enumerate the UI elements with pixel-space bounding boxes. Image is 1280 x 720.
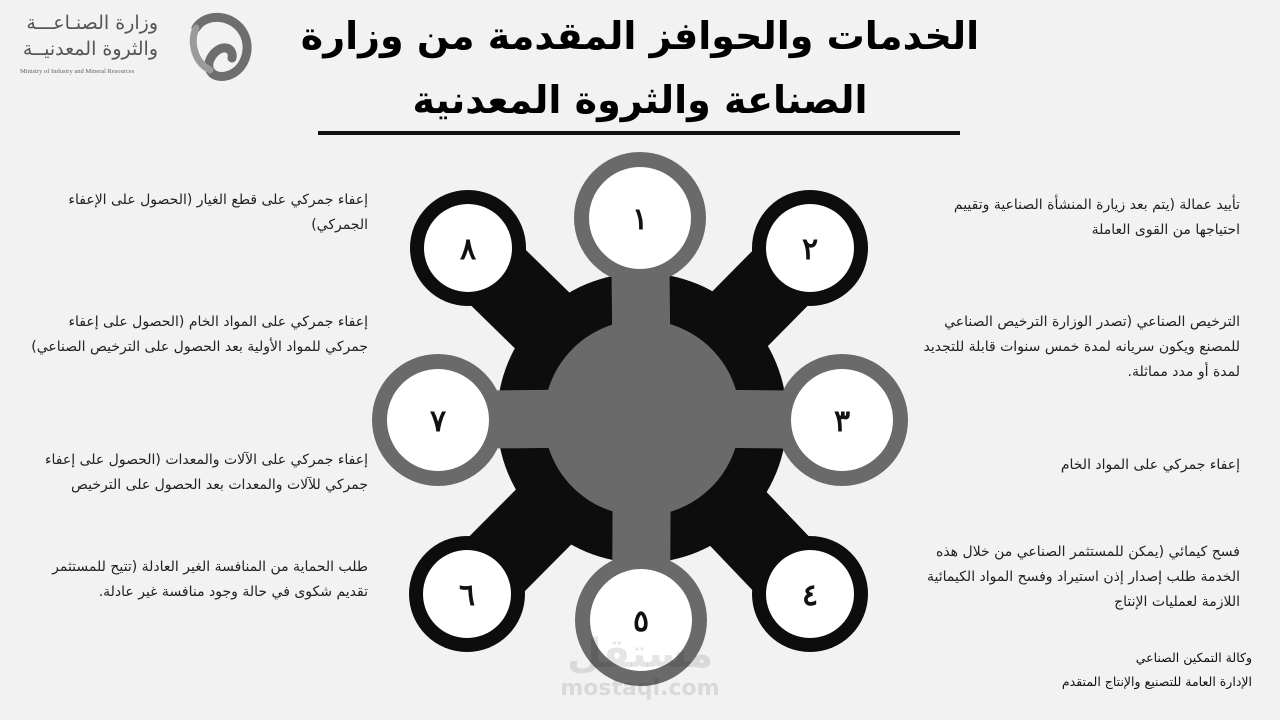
service-node-number-2: ٢	[801, 232, 819, 267]
service-node-2	[752, 190, 868, 306]
service-description-6: طلب الحماية من المنافسة الغير العادلة (تتيح للمستثمر تقديم شكوى في حالة وجود منافسة غير عادلة.	[52, 559, 368, 600]
service-description-7: إعفاء جمركي على المواد الخام (الحصول على إعفاء جمركي للمواد الأولية بعد الحصول على الترخيص الصناعي)	[31, 314, 368, 355]
service-node-4	[752, 536, 868, 652]
page-title-line1: الخدمات والحوافز المقدمة من وزارة	[300, 14, 980, 58]
service-description-1: تأييد عمالة (يتم بعد زيارة المنشأة الصناعية وتقييم احتياجها من القوى العاملة	[953, 197, 1240, 238]
footer	[990, 646, 1252, 694]
service-description-3: إعفاء جمركي على المواد الخام	[1060, 457, 1240, 473]
footer-agency: وكالة التمكين الصناعي	[1135, 650, 1252, 665]
service-description-7b: إعفاء جمركي على الآلات والمعدات (الحصول على إعفاء جمركي للآلات والمعدات بعد الحصول على الترخيص	[44, 452, 368, 493]
service-description-8: إعفاء جمركي على قطع الغيار (الحصول على الإعفاء الجمركي)	[68, 192, 368, 233]
service-node-3	[776, 354, 908, 486]
service-node-number-8: ٨	[459, 232, 477, 267]
watermark	[560, 632, 720, 702]
service-node-number-1: ١	[631, 202, 649, 237]
hub-core	[544, 320, 740, 516]
service-node-number-5: ٥	[632, 604, 650, 639]
footer-department: الإدارة العامة للتصنيع والإنتاج المتقدم	[1061, 674, 1252, 689]
watermark-arabic: مستقل	[566, 631, 714, 677]
service-node-number-7: ٧	[429, 404, 447, 439]
service-node-number-6: ٦	[458, 578, 476, 613]
logo-english-name: Ministry of Industry and Mineral Resources	[20, 68, 135, 75]
watermark-latin: mostaql.com	[560, 676, 720, 701]
service-node-6	[409, 536, 525, 652]
service-node-8	[410, 190, 526, 306]
service-node-7	[372, 354, 504, 486]
logo-arabic-line1: وزارة الصنـاعـــة	[26, 12, 158, 34]
service-node-number-3: ٣	[833, 404, 851, 439]
service-node-1	[574, 152, 706, 284]
service-description-4: فسح كيمائي (يمكن للمستثمر الصناعي من خلال هذه الخدمة طلب إصدار إذن استيراد وفسح المواد الكيمائية اللازمة لعمليات الإنتاج	[926, 544, 1240, 610]
logo-arabic-line2: والثروة المعدنيــة	[22, 38, 158, 60]
service-node-number-4: ٤	[801, 578, 819, 613]
service-description-2: الترخيص الصناعي (تصدر الوزارة الترخيص الصناعي للمصنع ويكون سريانه لمدة خمس سنوات قابلة للتجديد لمدة أو مدد مماثلة.	[923, 314, 1240, 380]
page-title-line2: الصناعة والثروة المعدنية	[412, 78, 868, 122]
